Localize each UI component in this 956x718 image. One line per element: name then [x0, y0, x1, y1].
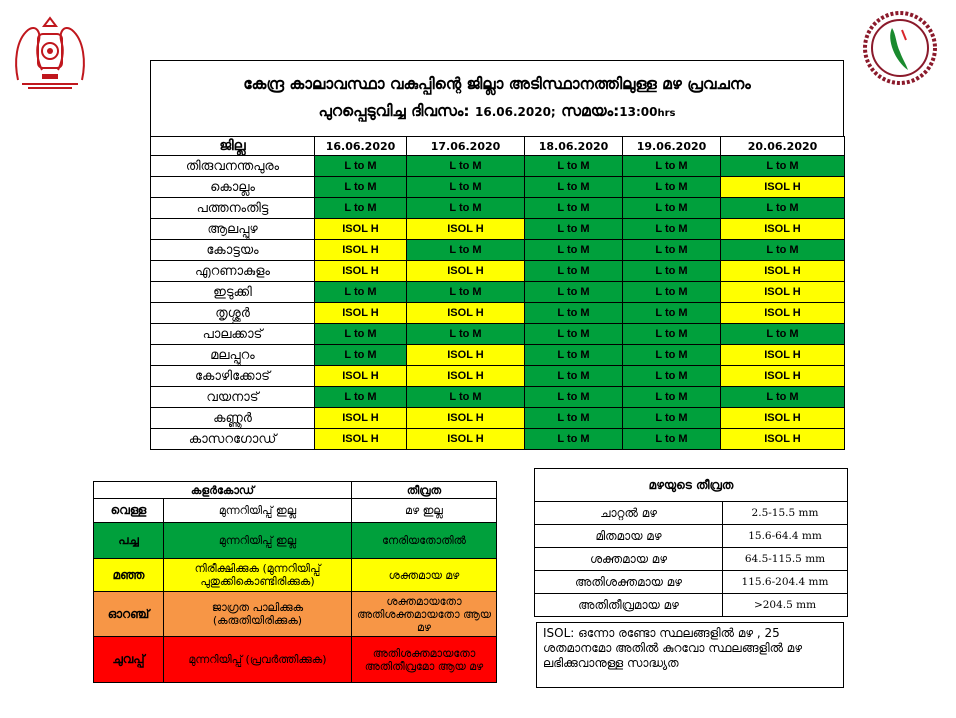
- district-name: ഇടുക്കി: [151, 282, 315, 303]
- district-name: കണ്ണൂർ: [151, 408, 315, 429]
- intensity-header-row: [535, 469, 848, 502]
- table-row: [151, 303, 845, 324]
- rain-intensity-table: [534, 468, 848, 617]
- district-forecast-table: [150, 136, 845, 450]
- forecast-cell: ISOL H: [315, 366, 407, 387]
- date-column-header: 19.06.2020: [623, 137, 721, 156]
- color-code-header-row: [94, 482, 497, 499]
- intensity-row: [535, 571, 848, 594]
- district-name: ആലപ്പുഴ: [151, 219, 315, 240]
- forecast-cell: L to M: [315, 177, 407, 198]
- color-code-row: [94, 499, 497, 523]
- color-code-table: [93, 481, 497, 683]
- forecast-cell: L to M: [525, 387, 623, 408]
- forecast-cell: L to M: [623, 261, 721, 282]
- forecast-cell: L to M: [407, 177, 525, 198]
- forecast-cell: ISOL H: [407, 303, 525, 324]
- table-row: [151, 240, 845, 261]
- table-row: [151, 282, 845, 303]
- forecast-title: [150, 60, 844, 136]
- district-name: പത്തനംതിട്ട: [151, 198, 315, 219]
- forecast-cell: ISOL H: [721, 219, 845, 240]
- forecast-cell: L to M: [623, 219, 721, 240]
- forecast-header-row: [151, 137, 845, 156]
- forecast-cell: L to M: [407, 282, 525, 303]
- issued-label: പുറപ്പെടുവിച്ച ദിവസം:: [318, 102, 470, 120]
- warning-text: ജാഗ്രത പാലിക്കുക (കരുതിയിരിക്കുക): [164, 592, 352, 637]
- color-code-row: [94, 637, 497, 683]
- forecast-cell: ISOL H: [721, 177, 845, 198]
- district-name: കോട്ടയം: [151, 240, 315, 261]
- forecast-cell: L to M: [623, 387, 721, 408]
- table-row: [151, 324, 845, 345]
- warning-text: മുന്നറിയിപ്പ് (പ്രവർത്തിക്കുക): [164, 637, 352, 683]
- intensity-row: [535, 502, 848, 525]
- forecast-cell: L to M: [623, 408, 721, 429]
- forecast-cell: ISOL H: [721, 282, 845, 303]
- date-column-header: 20.06.2020: [721, 137, 845, 156]
- title-issued-line: [151, 102, 843, 121]
- district-name: തിരുവനന്തപുരം: [151, 156, 315, 177]
- severity-text: അതിശക്തമായതോ അതിതീവ്രമോ ആയ മഴ: [352, 637, 497, 683]
- forecast-cell: ISOL H: [407, 219, 525, 240]
- forecast-cell: L to M: [525, 198, 623, 219]
- forecast-cell: L to M: [407, 198, 525, 219]
- forecast-cell: L to M: [721, 324, 845, 345]
- time-value: 13:00: [619, 105, 658, 119]
- table-row: [151, 408, 845, 429]
- forecast-cell: L to M: [525, 156, 623, 177]
- forecast-cell: L to M: [623, 198, 721, 219]
- isol-definition-note: ISOL: ഒന്നോ രണ്ടോ സ്ഥലങ്ങളിൽ മഴ , 25 ശതമാനമോ അതിൽ കുറവോ സ്ഥലങ്ങളിൽ മഴ ലഭിക്കുവാനുള്ള സാദ്ധ്യത: [536, 622, 844, 688]
- district-name: മലപ്പുറം: [151, 345, 315, 366]
- forecast-cell: ISOL H: [315, 240, 407, 261]
- forecast-cell: L to M: [315, 282, 407, 303]
- table-row: [151, 429, 845, 450]
- time-unit: hrs: [657, 108, 676, 119]
- forecast-cell: L to M: [407, 156, 525, 177]
- issued-date: 16.06.2020;: [475, 105, 556, 119]
- forecast-cell: ISOL H: [721, 303, 845, 324]
- title-heading: കേന്ദ്ര കാലാവസ്ഥാ വകുപ്പിന്റെ ജില്ലാ അടിസ്ഥാനത്തിലുള്ള മഴ പ്രവചനം: [243, 75, 751, 93]
- forecast-cell: L to M: [525, 366, 623, 387]
- intensity-label: മിതമായ മഴ: [535, 525, 723, 548]
- warning-text: മുന്നറിയിപ്പ് ഇല്ല: [164, 499, 352, 523]
- forecast-cell: L to M: [721, 156, 845, 177]
- color-code-row: [94, 559, 497, 592]
- color-code-header: കളർകോഡ്: [94, 482, 352, 499]
- color-name: വെള്ള: [94, 499, 164, 523]
- district-name: കാസറഗോഡ്: [151, 429, 315, 450]
- forecast-cell: ISOL H: [721, 261, 845, 282]
- table-row: [151, 261, 845, 282]
- forecast-cell: L to M: [525, 429, 623, 450]
- intensity-label: അതിതീവ്രമായ മഴ: [535, 594, 723, 617]
- severity-text: ശക്തമായതോ അതിശക്തമായതോ ആയ മഴ: [352, 592, 497, 637]
- forecast-cell: L to M: [721, 387, 845, 408]
- table-row: [151, 198, 845, 219]
- forecast-cell: ISOL H: [315, 429, 407, 450]
- severity-header: തീവ്രത: [352, 482, 497, 499]
- forecast-cell: L to M: [315, 324, 407, 345]
- forecast-cell: ISOL H: [315, 219, 407, 240]
- forecast-cell: L to M: [525, 282, 623, 303]
- forecast-cell: L to M: [623, 366, 721, 387]
- district-name: കൊല്ലം: [151, 177, 315, 198]
- color-code-row: [94, 592, 497, 637]
- forecast-cell: L to M: [721, 240, 845, 261]
- forecast-cell: L to M: [623, 303, 721, 324]
- forecast-cell: L to M: [525, 261, 623, 282]
- intensity-label: ശക്തമായ മഴ: [535, 548, 723, 571]
- forecast-cell: L to M: [525, 324, 623, 345]
- forecast-cell: L to M: [315, 387, 407, 408]
- intensity-row: [535, 594, 848, 617]
- forecast-cell: ISOL H: [721, 429, 845, 450]
- district-column-header: ജില്ല: [151, 137, 315, 156]
- forecast-cell: ISOL H: [315, 408, 407, 429]
- intensity-range: 115.6-204.4 mm: [723, 571, 848, 594]
- forecast-cell: L to M: [525, 219, 623, 240]
- time-label: സമയം:: [561, 102, 620, 120]
- forecast-cell: ISOL H: [407, 429, 525, 450]
- forecast-cell: L to M: [623, 345, 721, 366]
- intensity-label: ചാറ്റൽ മഴ: [535, 502, 723, 525]
- forecast-cell: L to M: [623, 177, 721, 198]
- forecast-cell: L to M: [525, 303, 623, 324]
- forecast-cell: ISOL H: [315, 261, 407, 282]
- intensity-header: മഴയുടെ തീവ്രത: [535, 469, 848, 502]
- table-row: [151, 366, 845, 387]
- color-name: ചുവപ്പ്: [94, 637, 164, 683]
- table-row: [151, 156, 845, 177]
- forecast-cell: ISOL H: [407, 261, 525, 282]
- intensity-range: >204.5 mm: [723, 594, 848, 617]
- forecast-cell: L to M: [407, 324, 525, 345]
- color-name: മഞ്ഞ: [94, 559, 164, 592]
- forecast-cell: L to M: [525, 240, 623, 261]
- district-name: തൃശ്ശൂർ: [151, 303, 315, 324]
- date-column-header: 17.06.2020: [407, 137, 525, 156]
- forecast-cell: L to M: [525, 345, 623, 366]
- color-name: പച്ച: [94, 523, 164, 559]
- forecast-cell: L to M: [525, 408, 623, 429]
- forecast-cell: L to M: [623, 282, 721, 303]
- intensity-row: [535, 525, 848, 548]
- forecast-cell: L to M: [623, 324, 721, 345]
- intensity-range: 15.6-64.4 mm: [723, 525, 848, 548]
- forecast-cell: L to M: [623, 156, 721, 177]
- color-name: ഓറഞ്ച്: [94, 592, 164, 637]
- kdmp-logo: [862, 10, 938, 86]
- forecast-cell: L to M: [623, 240, 721, 261]
- severity-text: ശക്തമായ മഴ: [352, 559, 497, 592]
- intensity-range: 64.5-115.5 mm: [723, 548, 848, 571]
- forecast-cell: L to M: [623, 429, 721, 450]
- forecast-cell: L to M: [721, 198, 845, 219]
- forecast-cell: ISOL H: [407, 345, 525, 366]
- warning-text: നിരീക്ഷിക്കുക (മുന്നറിയിപ്പ് പുതുക്കികൊണ്ടിരിക്കുക): [164, 559, 352, 592]
- forecast-cell: ISOL H: [721, 366, 845, 387]
- forecast-cell: ISOL H: [315, 303, 407, 324]
- table-row: [151, 387, 845, 408]
- color-code-row: [94, 523, 497, 559]
- table-row: [151, 177, 845, 198]
- forecast-cell: ISOL H: [407, 366, 525, 387]
- forecast-cell: L to M: [407, 240, 525, 261]
- forecast-cell: L to M: [407, 387, 525, 408]
- intensity-row: [535, 548, 848, 571]
- table-row: [151, 219, 845, 240]
- intensity-label: അതിശക്തമായ മഴ: [535, 571, 723, 594]
- forecast-cell: ISOL H: [721, 345, 845, 366]
- date-column-header: 16.06.2020: [315, 137, 407, 156]
- forecast-cell: ISOL H: [407, 408, 525, 429]
- kerala-emblem-logo: [8, 10, 92, 94]
- district-name: പാലക്കാട്: [151, 324, 315, 345]
- district-name: വയനാട്: [151, 387, 315, 408]
- district-name: എറണാകുളം: [151, 261, 315, 282]
- severity-text: നേരിയതോതിൽ: [352, 523, 497, 559]
- table-row: [151, 345, 845, 366]
- warning-text: മുന്നറിയിപ്പ് ഇല്ല: [164, 523, 352, 559]
- intensity-range: 2.5-15.5 mm: [723, 502, 848, 525]
- forecast-cell: L to M: [315, 345, 407, 366]
- forecast-cell: L to M: [315, 198, 407, 219]
- forecast-cell: ISOL H: [721, 408, 845, 429]
- forecast-cell: L to M: [315, 156, 407, 177]
- district-name: കോഴിക്കോട്: [151, 366, 315, 387]
- forecast-cell: L to M: [525, 177, 623, 198]
- date-column-header: 18.06.2020: [525, 137, 623, 156]
- severity-text: മഴ ഇല്ല: [352, 499, 497, 523]
